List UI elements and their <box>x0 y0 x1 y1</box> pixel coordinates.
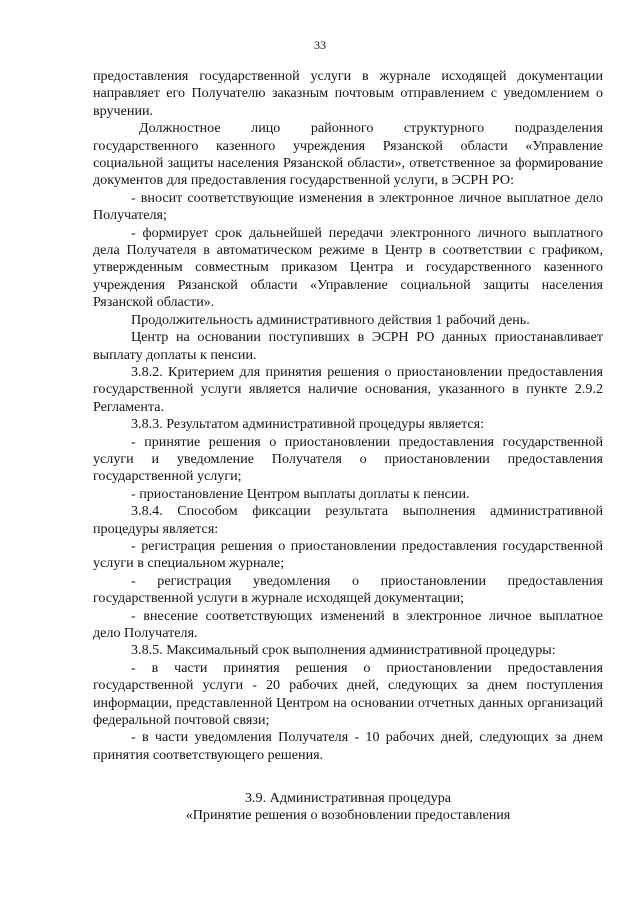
paragraph: 3.8.3. Результатом административной процедуры является: <box>131 416 485 433</box>
paragraph: Должностное лицо районного структурного подразделения государственного казенного учреждения Рязанской области «Управление социальной защиты населения Рязанской области», ответственное за формирование документов для предоставления государственной услуги, в ЭСРН РО: <box>93 120 603 189</box>
paragraph: - приостановление Центром выплаты доплаты к пенсии. <box>131 485 470 502</box>
paragraph: - формирует срок дальнейшей передачи электронного личного выплатного дела Получателя в автоматическом режиме в Центр в соответствии с графиком, утвержденным совместным приказом Центра и государственного казенного учреждения Рязанской области «Управление социальной защиты населения Рязанской области». <box>93 224 603 311</box>
body-text <box>93 68 603 764</box>
paragraph: 3.8.4. Способом фиксации результата выполнения административной процедуры является: <box>93 503 603 537</box>
paragraph: - регистрация решения о приостановлении предоставления государственной услуги в специальном журнале; <box>93 537 603 572</box>
paragraph: - принятие решения о приостановлении предоставления государственной услуги и уведомление Получателя о приостановлении предоставления государственной услуги; <box>93 433 603 485</box>
paragraph: - вносит соответствующие изменения в электронное личное выплатное дело Получателя; <box>93 189 603 224</box>
paragraph: 3.8.2. Критерием для принятия решения о приостановлении предоставления государственной услуги является наличие основания, указанного в пункте 2.9.2 Регламента. <box>93 363 603 415</box>
paragraph: - внесение соответствующих изменений в электронное личное выплатное дело Получателя. <box>93 607 603 641</box>
paragraph: - регистрация уведомления о приостановлении предоставления государственной услуги в журнале исходящей документации; <box>93 572 603 607</box>
page-number: 33 <box>314 38 326 52</box>
paragraph: Продолжительность административного действия 1 рабочий день. <box>131 311 530 328</box>
paragraph: предоставления государственной услуги в журнале исходящей документации направляет его Получателю заказным почтовым отправлением с уведомлением о вручении. <box>93 68 603 119</box>
section-heading-line: «Принятие решения о возобновлении предоставления <box>185 807 511 824</box>
section-heading-line: 3.9. Административная процедура <box>244 790 451 806</box>
paragraph: 3.8.5. Максимальный срок выполнения административной процедуры: <box>131 642 556 659</box>
paragraph: - в части принятия решения о приостановлении предоставления государственной услуги - 20 рабочих дней, следующих за днем поступления информации, представленной Центром на основании отчетных данных организаций федеральной почтовой связи; <box>93 659 603 729</box>
section-heading <box>93 790 603 825</box>
paragraph: - в части уведомления Получателя - 10 рабочих дней, следующих за днем принятия соответствующего решения. <box>93 729 603 763</box>
paragraph: Центр на основании поступивших в ЭСРН РО данных приостанавливает выплату доплаты к пенсии. <box>93 329 603 363</box>
